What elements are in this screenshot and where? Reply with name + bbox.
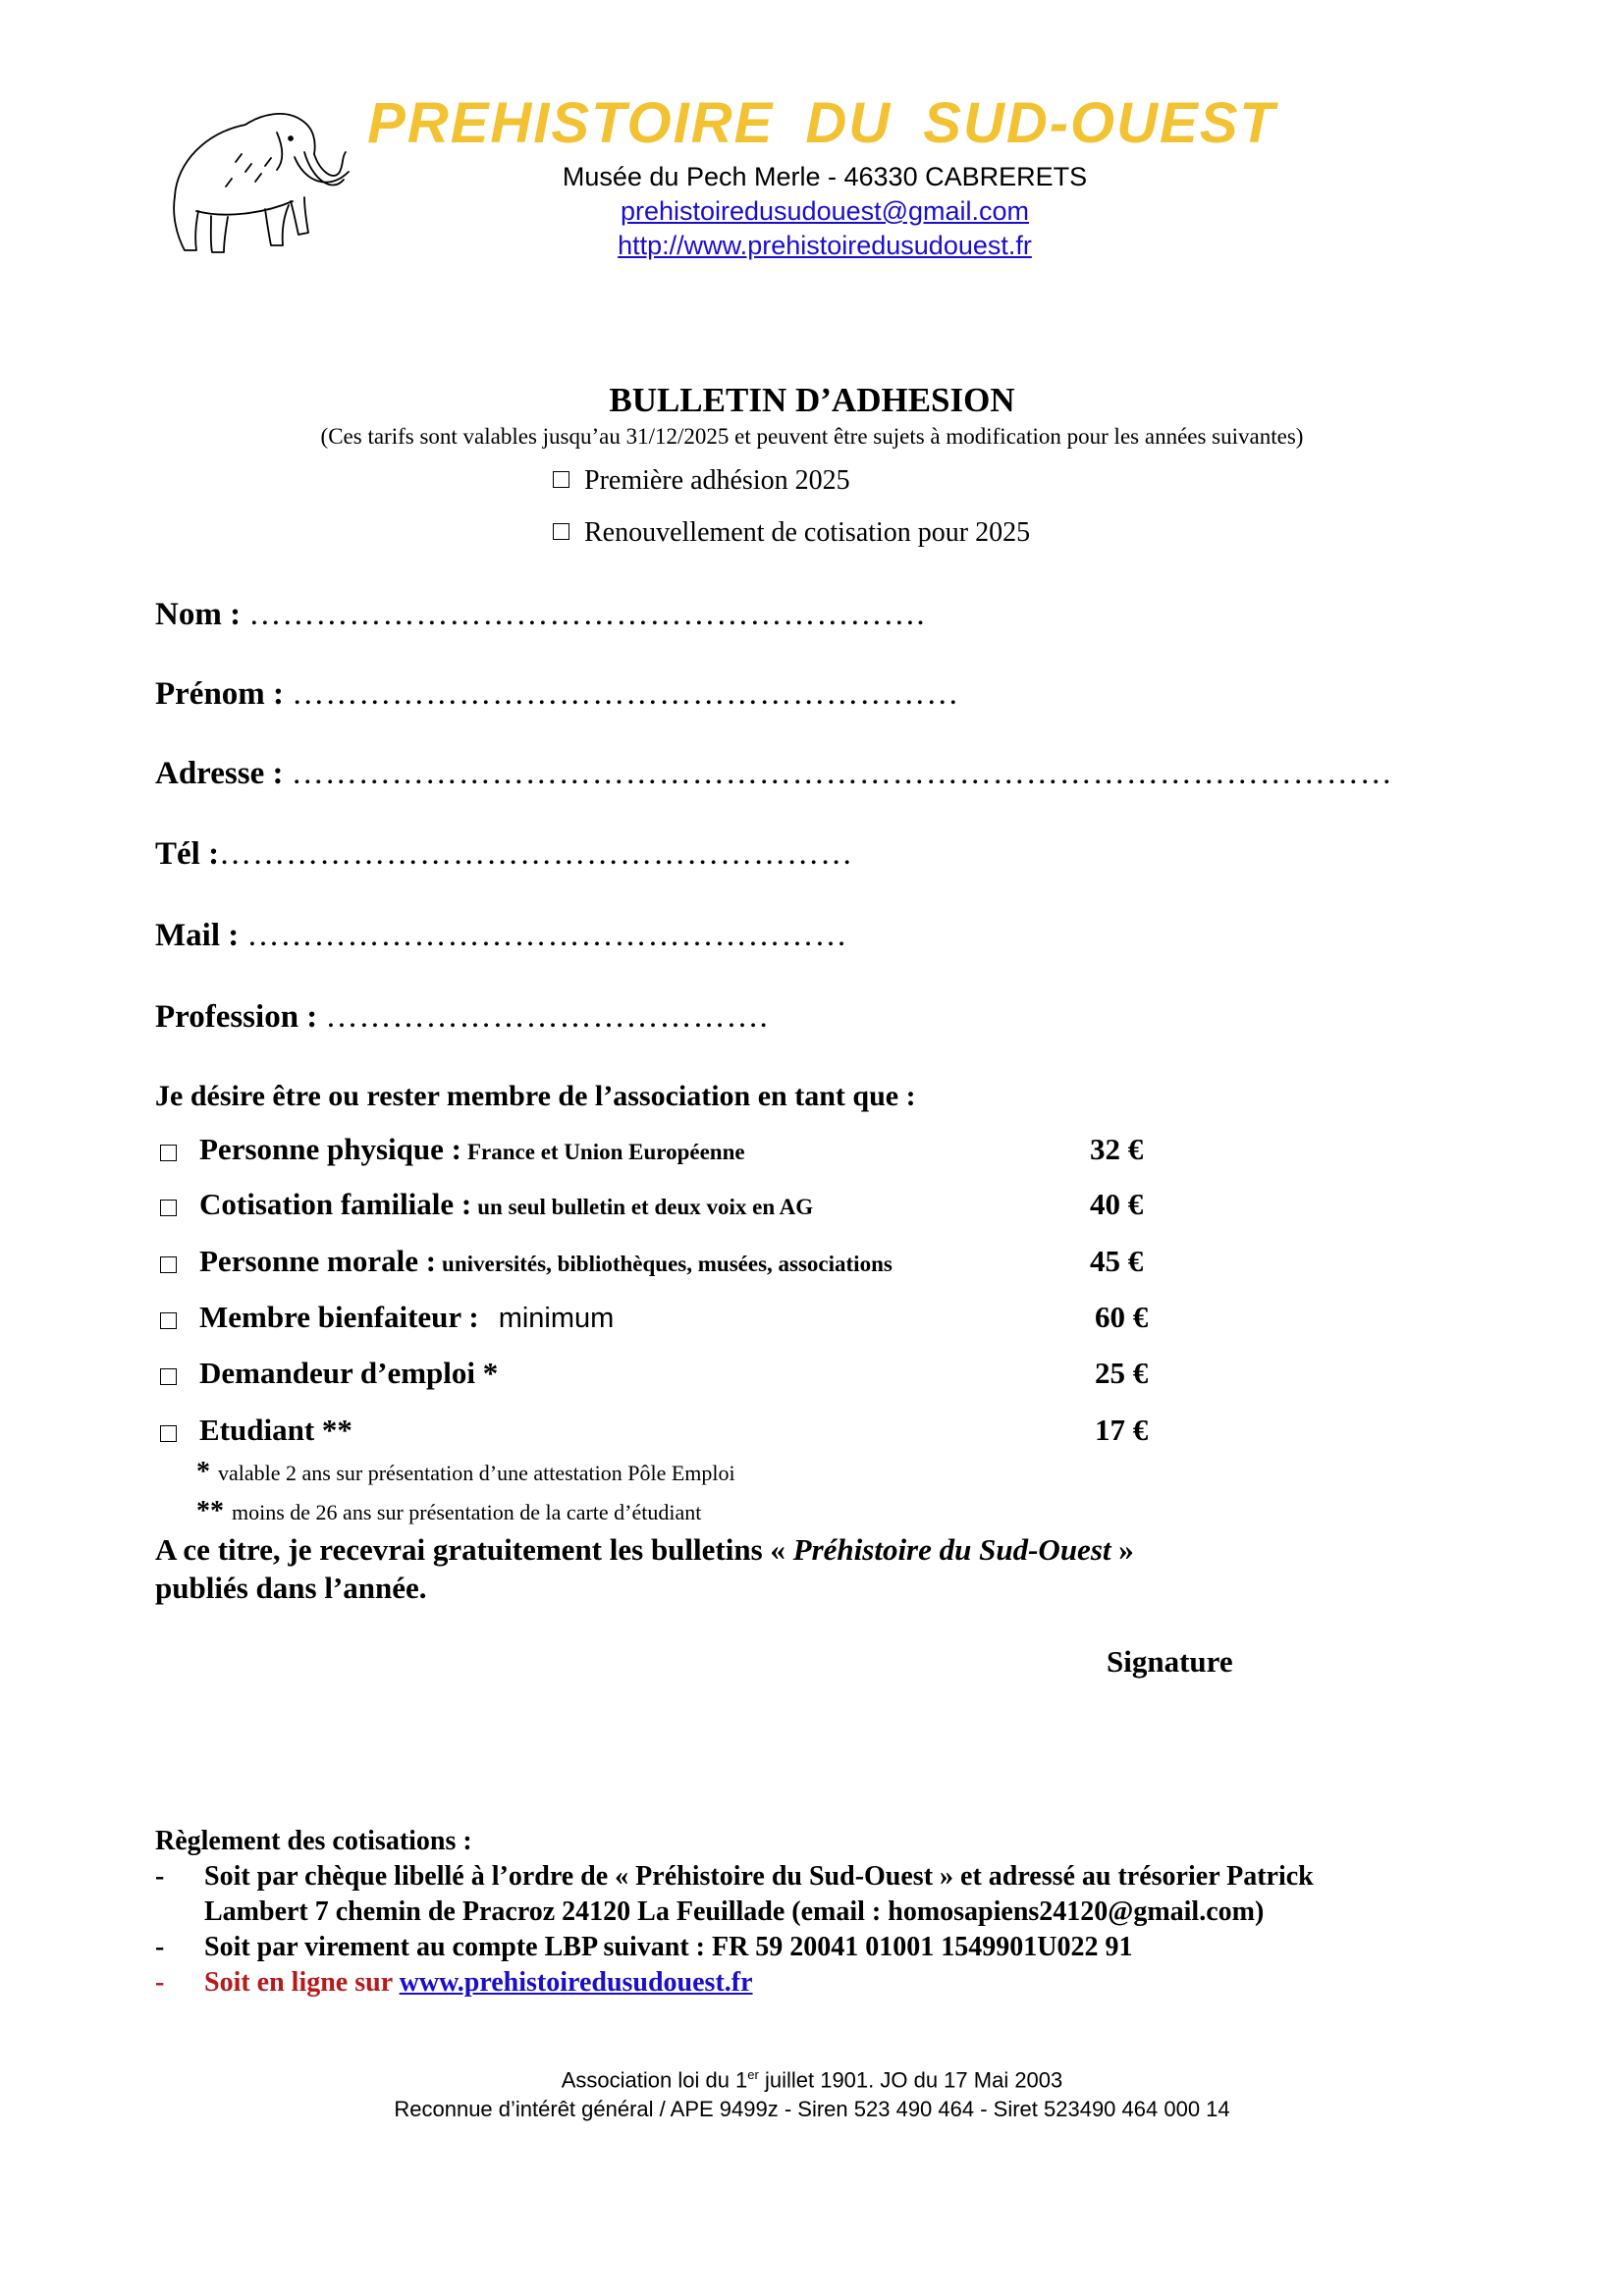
signature-label: Signature [1107, 1644, 1233, 1679]
field-label: Tél : [155, 836, 220, 872]
membership-option[interactable] [157, 1356, 1178, 1395]
membership-label: Cotisation familiale : un seul bulletin et deux voix en AG [199, 1187, 814, 1221]
membership-label: Demandeur d’emploi * [199, 1356, 499, 1390]
payment-online: - Soit en ligne sur www.prehistoiredusudouest.fr [155, 1967, 753, 1998]
website-link[interactable]: http://www.prehistoiredusudouest.fr [618, 231, 1032, 260]
payment-transfer: - Soit par virement au compte LBP suivant : FR 59 20041 01001 1549901U022 91 [155, 1932, 1133, 1962]
membership-desc: France et Union Européenne [466, 1140, 745, 1164]
checkbox[interactable] [553, 471, 569, 488]
field-prenom[interactable] [155, 676, 959, 713]
fill-line[interactable]: …………………………………………………… [292, 676, 960, 712]
option-first-membership[interactable] [553, 465, 850, 497]
field-mail[interactable] [155, 918, 847, 954]
field-label: Prénom : [155, 676, 285, 712]
membership-desc: minimum [498, 1303, 615, 1334]
membership-option[interactable] [157, 1244, 1178, 1283]
field-label: Mail : [155, 918, 240, 953]
legal-footer-line1: Association loi du 1er juillet 1901. JO du 17 Mai 2003 [561, 2067, 1063, 2093]
checkbox[interactable] [160, 1145, 177, 1161]
membership-price: 17 € [1095, 1413, 1149, 1447]
membership-option[interactable] [157, 1187, 1178, 1226]
membership-price: 25 € [1095, 1356, 1149, 1390]
fill-line[interactable]: ……………………………………………… [246, 918, 848, 953]
email-link[interactable]: prehistoiredusudouest@gmail.com [620, 196, 1030, 226]
organization-title: PREHISTOIRE DU SUD-OUEST [367, 91, 1276, 155]
field-label: Profession : [155, 999, 318, 1035]
legal-footer-line2: Reconnue d’intérêt général / APE 9499z - Siren 523 490 464 - Siret 523490 464 000 14 [394, 2097, 1230, 2121]
field-adresse[interactable] [155, 756, 1393, 792]
membership-price: 60 € [1095, 1300, 1149, 1334]
fill-line[interactable]: …………………………………. [325, 999, 769, 1035]
membership-price: 45 € [1090, 1244, 1144, 1278]
checkbox[interactable] [160, 1312, 177, 1329]
benefit-statement-line2: publiés dans l’année. [155, 1571, 427, 1605]
fill-line[interactable]: ……………………………………………………………………………………… [291, 756, 1393, 791]
footnote: ** moins de 26 ans sur présentation de la carte d’étudiant [196, 1496, 702, 1526]
membership-desc: universités, bibliothèques, musées, associations [442, 1252, 893, 1276]
membership-desc: un seul bulletin et deux voix en AG [477, 1195, 814, 1219]
field-nom[interactable] [155, 597, 926, 633]
membership-intro: Je désire être ou rester membre de l’association en tant que : [155, 1080, 916, 1112]
footnote: * valable 2 ans sur présentation d’une attestation Pôle Emploi [196, 1457, 735, 1487]
checkbox[interactable] [160, 1368, 177, 1385]
membership-label: Personne morale : universités, bibliothèques, musées, associations [199, 1244, 893, 1278]
checkbox[interactable] [553, 523, 569, 540]
benefit-statement: A ce titre, je recevrai gratuitement les bulletins « Préhistoire du Sud-Ouest » [155, 1532, 1134, 1567]
option-label: Première adhésion 2025 [584, 465, 850, 496]
payment-title: Règlement des cotisations : [155, 1826, 472, 1856]
field-label: Nom : [155, 597, 242, 632]
checkbox[interactable] [160, 1256, 177, 1273]
payment-cheque-address: Lambert 7 chemin de Pracroz 24120 La Feuillade (email : homosapiens24120@gmail.com) [204, 1896, 1265, 1927]
online-payment-link[interactable]: www.prehistoiredusudouest.fr [399, 1967, 753, 1998]
membership-price: 32 € [1090, 1132, 1144, 1166]
field-label: Adresse : [155, 756, 284, 791]
bulletin-title: Préhistoire du Sud-Ouest [792, 1532, 1111, 1567]
field-tel[interactable] [155, 836, 853, 873]
option-label: Renouvellement de cotisation pour 2025 [584, 517, 1031, 548]
payment-cheque: - Soit par chèque libellé à l’ordre de « Préhistoire du Sud-Ouest » et adressé au trésorier Patrick [155, 1861, 1314, 1892]
membership-label: Personne physique : France et Union Européenne [199, 1132, 745, 1166]
museum-address: Musée du Pech Merle - 46330 CABRERETS [562, 162, 1088, 191]
membership-price: 40 € [1090, 1187, 1144, 1221]
option-renewal[interactable] [553, 517, 1030, 549]
membership-label: Membre bienfaiteur : minimum [199, 1300, 615, 1334]
membership-option[interactable] [157, 1300, 1178, 1339]
tarif-note: (Ces tarifs sont valables jusqu’au 31/12/2025 et peuvent être sujets à modification pour les années suivantes) [320, 424, 1304, 449]
form-title: BULLETIN D’ADHESION [609, 381, 1015, 419]
checkbox[interactable] [160, 1425, 177, 1442]
membership-option[interactable] [157, 1132, 1178, 1171]
field-profession[interactable] [155, 999, 769, 1036]
membership-option[interactable] [157, 1413, 1178, 1452]
membership-label: Etudiant ** [199, 1413, 352, 1447]
fill-line[interactable]: ………………………………………………… [219, 836, 854, 872]
fill-line[interactable]: ……………………………………………………. [248, 597, 926, 632]
checkbox[interactable] [160, 1200, 177, 1216]
